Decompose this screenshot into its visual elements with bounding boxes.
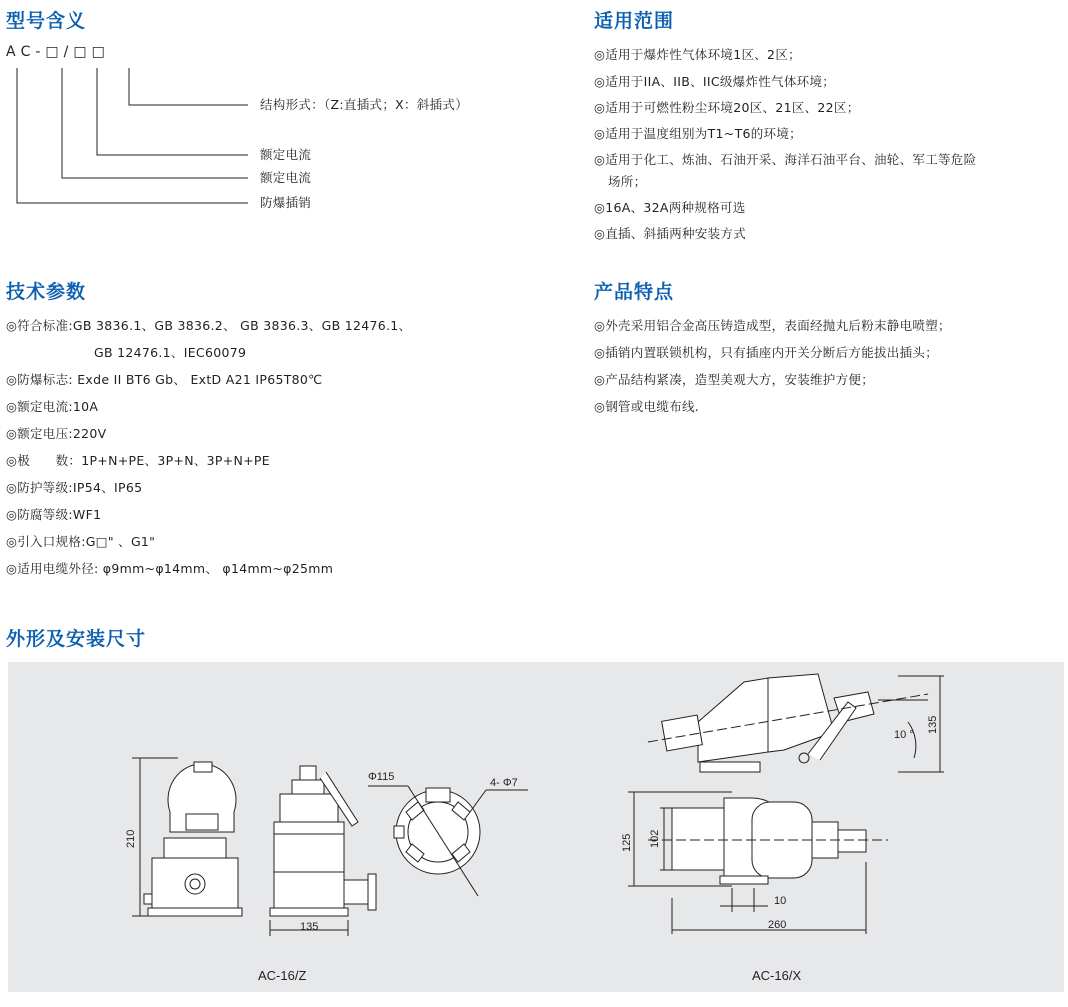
- tech-line: ◎适用电缆外径: φ9mm~φ14mm、 φ14mm~φ25mm: [6, 561, 334, 576]
- tech-line: ◎防爆标志: Exde II BT6 Gb、 ExtD A21 IP65T80℃: [6, 372, 323, 387]
- scope-title: 适用范围: [594, 10, 675, 32]
- scope-line: ◎适用于IIA、IIB、IIC级爆炸性气体环境；: [594, 74, 836, 89]
- front-view-z: [144, 762, 242, 916]
- side-view-x: [648, 674, 928, 772]
- dim-260-label: 260: [768, 919, 787, 931]
- scope-line: ◎适用于爆炸性气体环境1区、2区；: [594, 47, 801, 62]
- scope-line: ◎直插、斜插两种安装方式: [594, 226, 747, 241]
- side-view-z: [270, 766, 376, 916]
- code-dash: -: [35, 44, 42, 60]
- tech-line: ◎极 数：1P+N+PE、3P+N、3P+N+PE: [6, 453, 270, 468]
- tech-line: ◎防护等级:IP54、IP65: [6, 480, 143, 495]
- dim-holes-label: 4- Φ7: [490, 777, 518, 789]
- tech-params-title: 技术参数: [6, 281, 87, 303]
- legend-plug: 防爆插销: [260, 195, 312, 210]
- caption-ac16z: AC-16/Z: [258, 968, 307, 983]
- dimensions-title: 外形及安装尺寸: [6, 628, 147, 650]
- dim-125-label: 125: [621, 833, 633, 852]
- code-box-3: □: [91, 44, 106, 60]
- tech-line: GB 12476.1、IEC60079: [94, 345, 247, 360]
- dim-angle-label: 10 °: [894, 729, 914, 741]
- scope-line: 场所；: [608, 174, 647, 189]
- code-c: C: [20, 44, 32, 60]
- feature-line: ◎外壳采用铝合金高压铸造成型，表面经抛丸后粉末静电喷塑；: [594, 318, 951, 333]
- scope-line: ◎适用于温度组别为T1~T6的环境；: [594, 126, 802, 141]
- tech-line: ◎额定电压:220V: [6, 426, 107, 441]
- scope-line: ◎16A、32A两种规格可选: [594, 200, 746, 215]
- caption-ac16x: AC-16/X: [752, 968, 802, 983]
- dimension-drawings: [8, 662, 1064, 992]
- model-code: [6, 44, 110, 60]
- tech-line: ◎防腐等级:WF1: [6, 507, 102, 522]
- dim-135x-label: 135: [927, 715, 939, 734]
- tech-line: ◎符合标准:GB 3836.1、GB 3836.2、 GB 3836.3、GB 12476.1、: [6, 318, 412, 333]
- model-code-leader-lines: [0, 60, 300, 210]
- dimension-drawing-panel: [8, 662, 1064, 992]
- feature-line: ◎插销内置联锁机构，只有插座内开关分断后方能拔出插头；: [594, 345, 939, 360]
- scope-line: ◎适用于可燃性粉尘环境20区、21区、22区；: [594, 100, 860, 115]
- dim-10-label: 10: [774, 895, 787, 907]
- model-meaning-title: 型号含义: [6, 10, 87, 32]
- tech-line: ◎引入口规格:G□" 、G1": [6, 534, 156, 549]
- dim-phi115-label: Φ115: [368, 771, 395, 783]
- top-view-x: [648, 798, 888, 884]
- dim-102-label: 102: [649, 829, 661, 848]
- code-box-1: □: [45, 44, 60, 60]
- legend-structure: 结构形式：（Z:直插式；X：斜插式）: [260, 97, 468, 112]
- code-a: A: [6, 44, 17, 60]
- tech-line: ◎额定电流:10A: [6, 399, 99, 414]
- legend-current-2: 额定电流: [260, 170, 312, 185]
- dim-210-label: 210: [125, 829, 137, 848]
- feature-line: ◎钢管或电缆布线.: [594, 399, 700, 414]
- top-view-z: [368, 786, 528, 896]
- code-box-2: □: [73, 44, 88, 60]
- code-slash: /: [63, 44, 70, 60]
- legend-current-1: 额定电流: [260, 147, 312, 162]
- feature-line: ◎产品结构紧凑，造型美观大方，安装维护方便；: [594, 372, 875, 387]
- features-title: 产品特点: [594, 281, 675, 303]
- scope-line: ◎适用于化工、炼油、石油开采、海洋石油平台、油轮、军工等危险: [594, 152, 977, 167]
- dim-135-label: 135: [300, 921, 319, 933]
